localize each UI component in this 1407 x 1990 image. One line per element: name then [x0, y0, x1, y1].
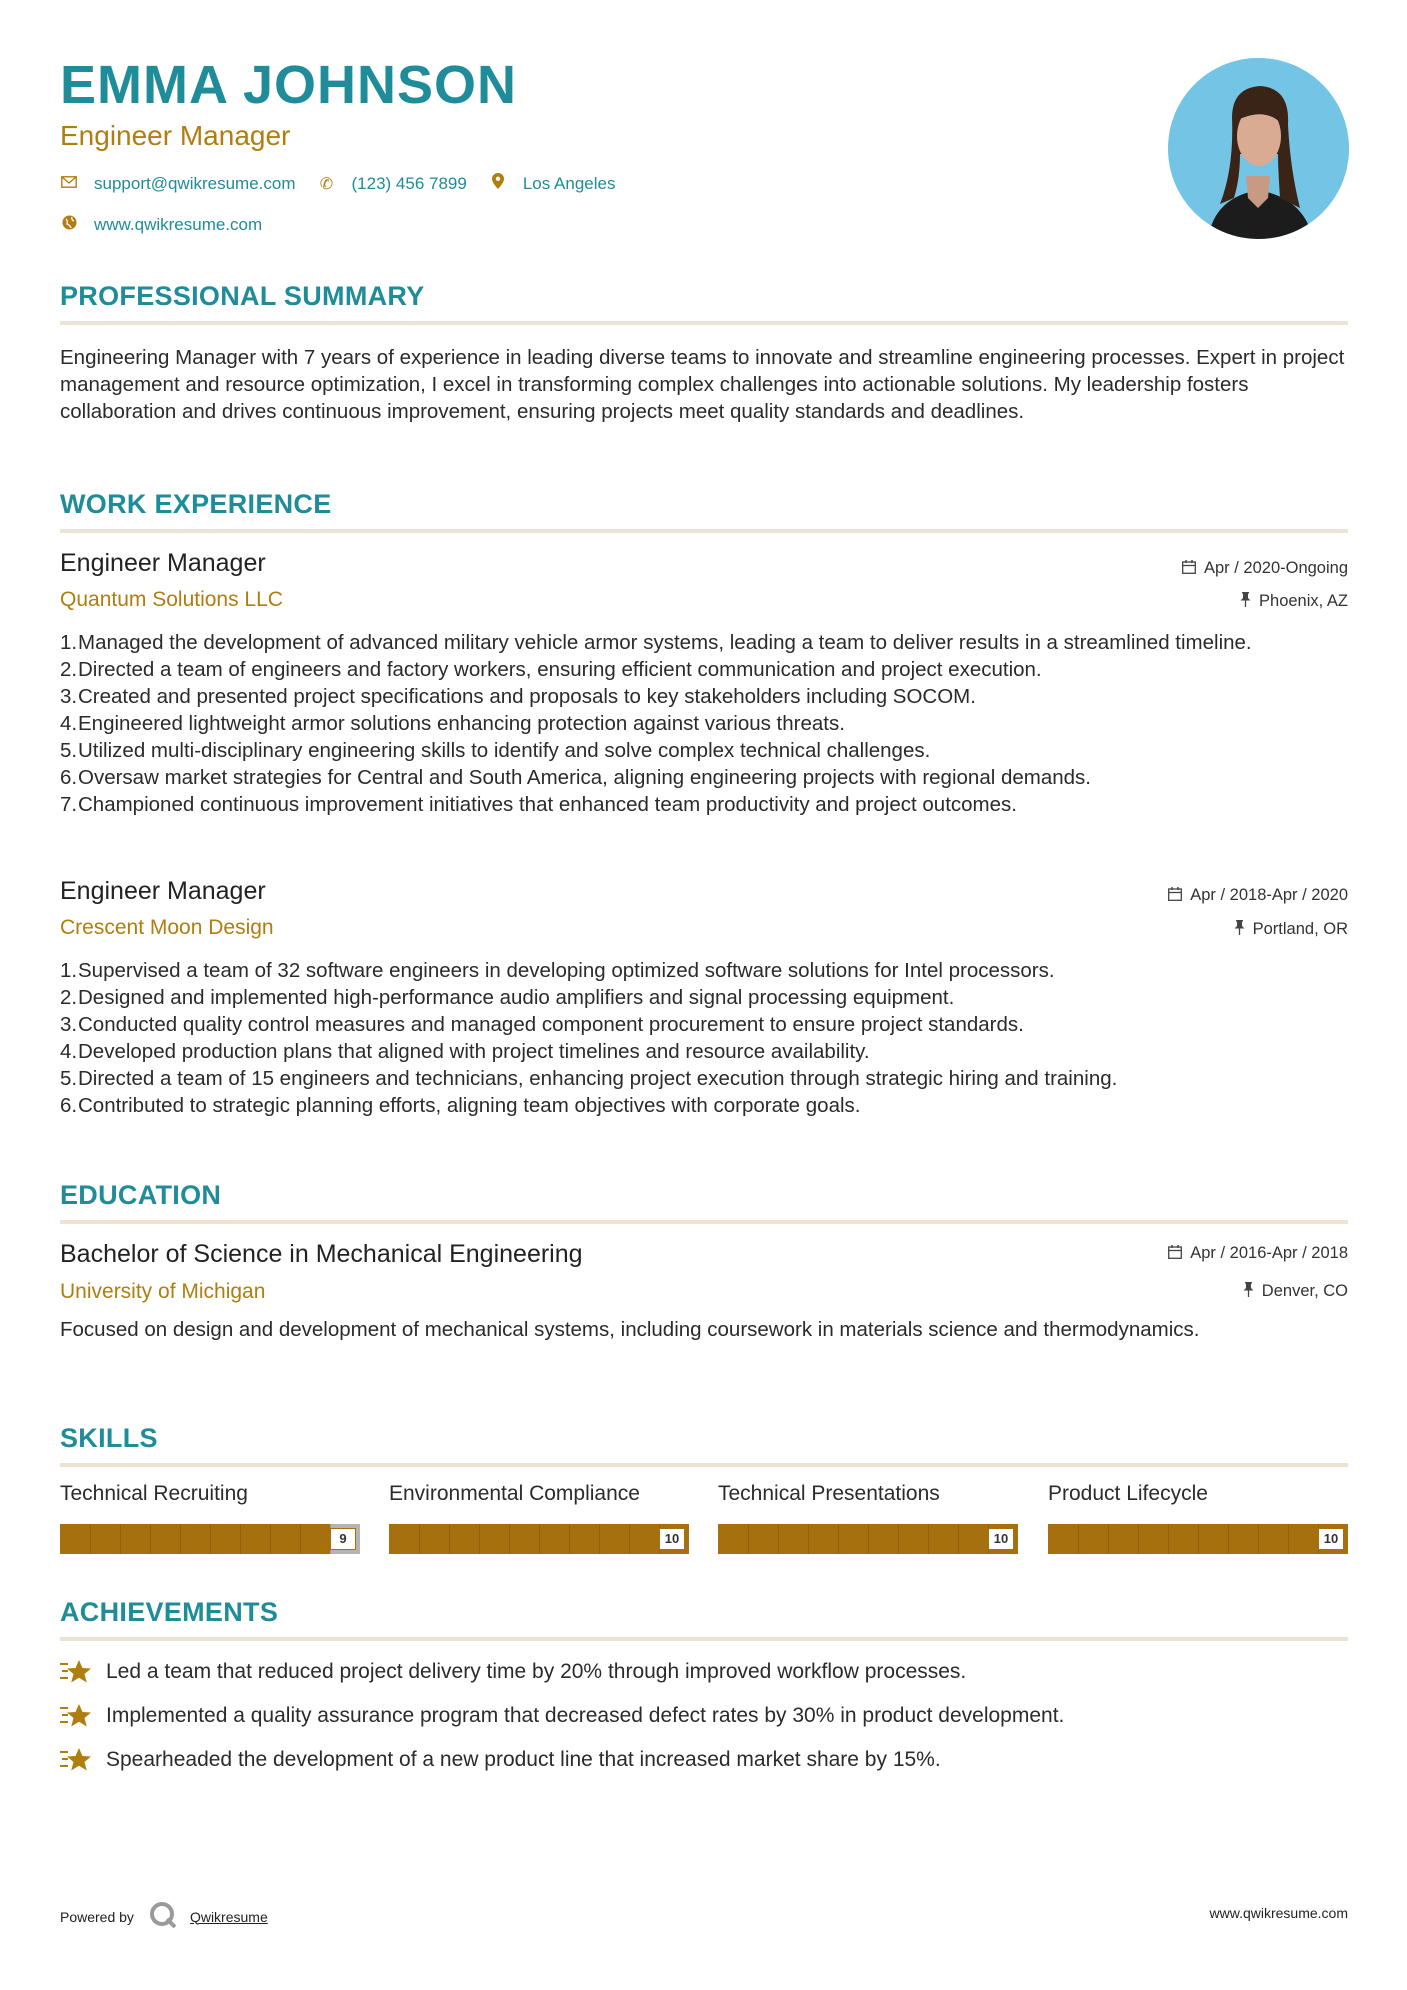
experience-heading: WORK EXPERIENCE — [60, 489, 332, 519]
job-location-text: Phoenix, AZ — [1259, 592, 1348, 610]
calendar-icon — [1182, 560, 1196, 578]
bullet-number: 5. — [60, 1067, 78, 1090]
skill-name: Technical Recruiting — [60, 1482, 248, 1505]
job-bullet — [60, 1065, 1350, 1092]
skill-segment — [479, 1524, 480, 1554]
bullet-number: 6. — [60, 766, 78, 789]
pushpin-icon — [1234, 920, 1245, 939]
bullet-number: 5. — [60, 739, 78, 762]
globe-icon — [60, 215, 78, 235]
footer-powered-by — [60, 1900, 268, 1933]
skill-segment — [210, 1524, 211, 1554]
skill-segment — [838, 1524, 839, 1554]
school-name: University of Michigan — [60, 1280, 266, 1303]
contact-location — [489, 173, 616, 194]
job-bullet — [60, 656, 1350, 683]
job-dates — [1168, 886, 1348, 905]
skill-level-value: 9 — [330, 1528, 356, 1550]
phone-icon: ✆ — [319, 175, 334, 193]
profile-photo — [1168, 58, 1349, 239]
bullet-text: Conducted quality control measures and managed component procurement to ensure project standards. — [78, 1013, 1024, 1036]
degree-title: Bachelor of Science in Mechanical Engineering — [60, 1240, 583, 1268]
skill-item — [60, 1482, 360, 1554]
job-dates-text: Apr / 2020-Ongoing — [1203, 559, 1348, 577]
job-title: Engineer Manager — [60, 549, 266, 577]
bullet-text: Oversaw market strategies for Central and South America, aligning engineering projects with regional demands. — [78, 766, 1091, 789]
pushpin-icon — [1243, 1282, 1254, 1301]
skill-segment — [868, 1524, 869, 1554]
job-bullet — [60, 1092, 1350, 1119]
star-badge-icon — [60, 1746, 92, 1774]
pushpin-icon — [1240, 592, 1251, 611]
summary-text: Engineering Manager with 7 years of experience in leading diverse teams to innovate and streamline engineering processes. Expert in project management and resource optimization, I excel in transforming complex challenges into actionable solutions. My leadership fosters collaboration and drives continuous improvement, ensuring projects meet quality standards and deadlines. — [60, 346, 1345, 423]
job-location — [1234, 920, 1348, 939]
skill-segment — [539, 1524, 540, 1554]
envelope-icon — [60, 175, 78, 193]
bullet-text: Engineered lightweight armor solutions enhancing protection against various threats. — [78, 712, 845, 735]
bullet-text: Supervised a team of 32 software engineers in developing optimized software solutions for Intel processors. — [78, 959, 1055, 982]
phone-text[interactable]: (123) 456 7899 — [351, 173, 467, 193]
job-location-text: Portland, OR — [1252, 920, 1348, 938]
bullet-text: Contributed to strategic planning efforts, aligning team objectives with corporate goals. — [78, 1094, 861, 1117]
bullet-number: 3. — [60, 1013, 78, 1036]
job-bullet — [60, 957, 1350, 984]
education-location-text: Denver, CO — [1261, 1282, 1348, 1300]
skill-segment — [599, 1524, 600, 1554]
skill-segment — [629, 1524, 630, 1554]
website-text[interactable]: www.qwikresume.com — [94, 215, 263, 234]
star-badge-icon — [60, 1702, 92, 1730]
bullet-text: Championed continuous improvement initiatives that enhanced team productivity and project outcomes. — [78, 793, 1017, 816]
skill-segment — [1228, 1524, 1229, 1554]
skill-segment — [1108, 1524, 1109, 1554]
skill-segment — [150, 1524, 151, 1554]
skill-item — [389, 1482, 689, 1554]
section-divider — [60, 1637, 1348, 1641]
skill-item — [718, 1482, 1018, 1554]
job-location — [1240, 592, 1348, 611]
bullet-text: Managed the development of advanced military vehicle armor systems, leading a team to deliver results in a streamlined timeline. — [78, 631, 1252, 654]
job-bullet — [60, 791, 1350, 818]
job-dates-text: Apr / 2018-Apr / 2020 — [1190, 886, 1348, 904]
skill-segment — [449, 1524, 450, 1554]
skill-name: Product Lifecycle — [1048, 1482, 1208, 1505]
skill-segment — [180, 1524, 181, 1554]
job-bullet — [60, 984, 1350, 1011]
contact-email[interactable] — [60, 174, 296, 194]
skill-segment — [509, 1524, 510, 1554]
education-dates — [1168, 1244, 1348, 1263]
skill-segment — [778, 1524, 779, 1554]
star-badge-icon — [60, 1658, 92, 1686]
skill-segment — [300, 1524, 301, 1554]
summary-heading: PROFESSIONAL SUMMARY — [60, 281, 425, 311]
job-bullet — [60, 737, 1350, 764]
company-name: Quantum Solutions LLC — [60, 588, 283, 611]
skill-segment — [90, 1524, 91, 1554]
job-bullets — [60, 629, 1350, 818]
education-location — [1243, 1282, 1348, 1301]
achievements-heading: ACHIEVEMENTS — [60, 1597, 279, 1627]
contact-row-website — [60, 215, 284, 235]
bullet-number: 3. — [60, 685, 78, 708]
bullet-number: 7. — [60, 793, 78, 816]
skill-segment — [1288, 1524, 1289, 1554]
skill-segment — [898, 1524, 899, 1554]
company-name: Crescent Moon Design — [60, 916, 274, 939]
bullet-text: Directed a team of engineers and factory workers, ensuring efficient communication and project execution. — [78, 658, 1042, 681]
skill-segment — [569, 1524, 570, 1554]
skill-name: Environmental Compliance — [389, 1482, 640, 1505]
calendar-icon — [1168, 887, 1182, 905]
bullet-text: Designed and implemented high-performance audio amplifiers and signal processing equipment. — [78, 986, 955, 1009]
contact-phone[interactable] — [318, 174, 467, 194]
skill-segment — [1168, 1524, 1169, 1554]
achievement-text: Spearheaded the development of a new product line that increased market share by 15%. — [106, 1748, 941, 1771]
skill-name: Technical Presentations — [718, 1482, 940, 1505]
section-divider — [60, 1220, 1348, 1224]
skill-level-fill — [60, 1524, 330, 1554]
skill-level-bar — [389, 1524, 689, 1554]
skill-level-value: 10 — [988, 1528, 1014, 1550]
location-text: Los Angeles — [522, 173, 616, 193]
section-divider — [60, 321, 1348, 325]
qwikresume-link[interactable]: Qwikresume — [189, 1908, 268, 1925]
contact-row — [60, 173, 637, 194]
job-bullet — [60, 764, 1350, 791]
skill-segment — [748, 1524, 749, 1554]
skill-level-bar — [1048, 1524, 1348, 1554]
job-bullet — [60, 629, 1350, 656]
skill-level-value: 10 — [659, 1528, 685, 1550]
bullet-number: 1. — [60, 959, 78, 982]
skill-level-bar — [60, 1524, 360, 1554]
skill-segment — [958, 1524, 959, 1554]
section-divider — [60, 529, 1348, 533]
bullet-text: Utilized multi-disciplinary engineering skills to identify and solve complex technical challenges. — [78, 739, 931, 762]
job-bullet — [60, 1011, 1350, 1038]
education-heading: EDUCATION — [60, 1180, 222, 1210]
bullet-number: 2. — [60, 986, 78, 1009]
calendar-icon — [1168, 1245, 1182, 1263]
skill-segment — [120, 1524, 121, 1554]
skill-segment — [240, 1524, 241, 1554]
job-bullet — [60, 710, 1350, 737]
education-dates-text: Apr / 2016-Apr / 2018 — [1190, 1244, 1348, 1262]
bullet-text: Developed production plans that aligned with project timelines and resource availability. — [78, 1040, 870, 1063]
bullet-number: 4. — [60, 712, 78, 735]
achievement-item — [60, 1746, 941, 1774]
skill-segment — [270, 1524, 271, 1554]
skill-segment — [1258, 1524, 1259, 1554]
bullet-text: Directed a team of 15 engineers and technicians, enhancing project execution through strategic hiring and training. — [78, 1067, 1118, 1090]
skill-segment — [1078, 1524, 1079, 1554]
skill-segment — [1138, 1524, 1139, 1554]
education-description: Focused on design and development of mechanical systems, including coursework in materials science and thermodynamics. — [60, 1318, 1200, 1341]
achievement-text: Led a team that reduced project delivery time by 20% through improved workflow processes. — [106, 1660, 967, 1683]
skill-item — [1048, 1482, 1348, 1554]
map-pin-icon — [489, 173, 507, 194]
achievement-item — [60, 1702, 1064, 1730]
candidate-name: EMMA JOHNSON — [60, 55, 518, 115]
skills-heading: SKILLS — [60, 1423, 158, 1453]
candidate-title: Engineer Manager — [60, 120, 291, 151]
skill-segment — [928, 1524, 929, 1554]
skill-segment — [808, 1524, 809, 1554]
powered-by-label: Powered by — [60, 1908, 134, 1925]
contact-website[interactable] — [60, 215, 262, 235]
bullet-number: 6. — [60, 1094, 78, 1117]
skill-segment — [1198, 1524, 1199, 1554]
job-bullet — [60, 1038, 1350, 1065]
skill-level-bar — [718, 1524, 1018, 1554]
email-text[interactable]: support@qwikresume.com — [94, 173, 296, 193]
bullet-number: 2. — [60, 658, 78, 681]
achievement-text: Implemented a quality assurance program that decreased defect rates by 30% in product development. — [106, 1704, 1065, 1727]
bullet-number: 4. — [60, 1040, 78, 1063]
bullet-text: Created and presented project specifications and proposals to key stakeholders including SOCOM. — [78, 685, 976, 708]
job-bullet — [60, 683, 1350, 710]
job-dates — [1182, 559, 1348, 578]
skill-segment — [419, 1524, 420, 1554]
footer-url[interactable]: www.qwikresume.com — [1209, 1905, 1348, 1921]
qwikresume-logo-icon — [148, 1900, 178, 1933]
skill-level-value: 10 — [1318, 1528, 1344, 1550]
bullet-number: 1. — [60, 631, 78, 654]
achievement-item — [60, 1658, 966, 1686]
job-bullets — [60, 957, 1350, 1119]
section-divider — [60, 1463, 1348, 1467]
job-title: Engineer Manager — [60, 877, 266, 905]
